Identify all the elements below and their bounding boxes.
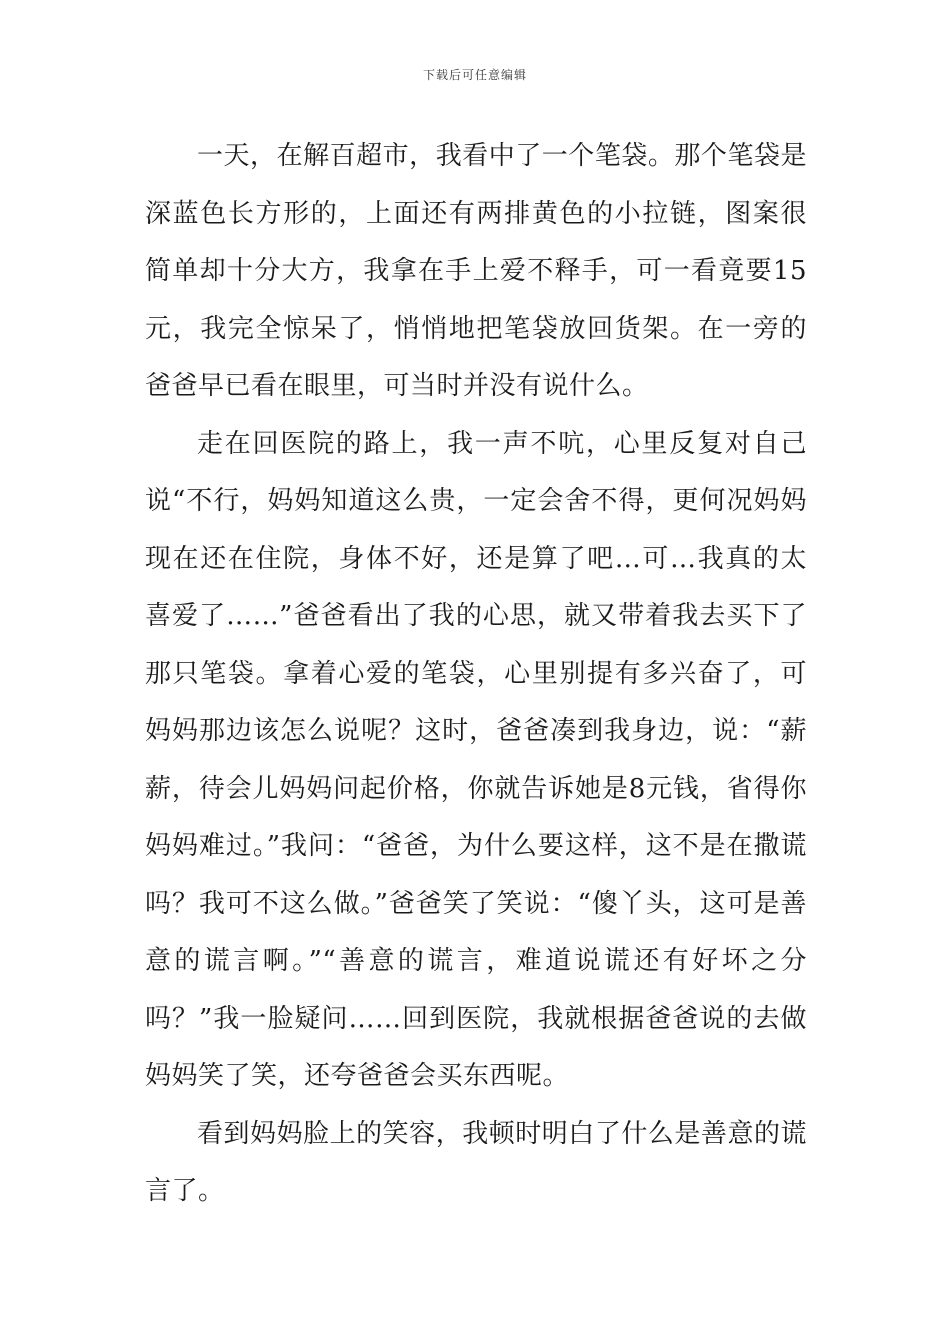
paragraph-1: 一天，在解百超市，我看中了一个笔袋。那个笔袋是深蓝色长方形的，上面还有两排黄色的小拉链，图案很简单却十分大方，我拿在手上爱不释手，可一看竟要15元，我完全惊呆了，悄悄地把笔袋放回货架。在一旁的爸爸早已看在眼里，可当时并没有说什么。 xyxy=(145,141,807,401)
paragraph-3: 看到妈妈脸上的笑容，我顿时明白了什么是善意的谎言了。 xyxy=(145,1118,807,1206)
paragraph-2: 走在回医院的路上，我一声不吭，心里反复对自己说“不行，妈妈知道这么贵，一定会舍不得，更何况妈妈现在还在住院，身体不好，还是算了吧…可…我真的太喜爱了……”爸爸看出了我的心思，就又带着我去买下了那只笔袋。拿着心爱的笔袋，心里别提有多兴奋了，可妈妈那边该怎么说呢？这时，爸爸凑到我身边，说：“薪薪，待会儿妈妈问起价格，你就告诉她是8元钱，省得你妈妈难过。”我问：“爸爸，为什么要这样，这不是在撒谎吗？我可不这么做。”爸爸笑了笑说：“傻丫头，这可是善意的谎言啊。”“善意的谎言，难道说谎还有好坏之分吗？”我一脸疑问……回到医院，我就根据爸爸说的去做妈妈笑了笑，还夸爸爸会买东西呢。 xyxy=(145,428,807,1091)
header-note: 下载后可任意编辑 xyxy=(422,68,527,82)
document-body xyxy=(145,128,807,1221)
